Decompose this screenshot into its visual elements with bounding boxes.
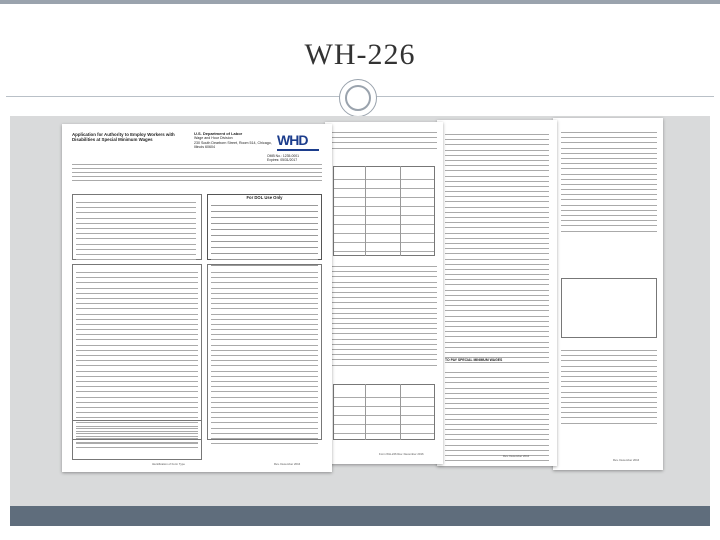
page3-caption: TO PAY SPECIAL MINIMUM WAGES [445,358,503,362]
form-page-4 [553,118,663,470]
slide-title: WH-226 [304,38,416,71]
agency-address: 230 South Dearborn Street, Room 514, Chicago, Illinois 60604 [194,140,272,150]
omb-block [267,154,327,162]
page1-footer-left: Identification of Form Type [152,462,185,466]
piece-rate-table [333,384,435,440]
bottom-bar [10,506,710,526]
page1-footer-right: Rev. December 2016 [274,462,301,466]
omb-number: OMB No.: 1235-0001 [267,154,300,158]
info-box [561,278,657,338]
form-page-1 [62,124,332,472]
agency-division: Wage and Hour Division [194,136,233,141]
circle-ornament-icon [339,79,377,117]
form-heading: Application for Authority to Employ Workers with Disabilities at Special Minimum Wages [72,132,175,142]
omb-expires: Expires: 05/31/2017 [267,158,298,162]
page4-footer: Rev. December 2016 [613,458,640,462]
form-page-2 [325,122,443,464]
dol-use-only-box [207,194,322,260]
page2-footer: Form WH-226 Rev. December 2016 [379,452,424,456]
wage-table [333,166,435,256]
whd-logo-icon [277,130,319,152]
agency-name: U.S. Department of Labor [194,131,243,136]
top-rule [0,0,720,4]
form-page-3 [437,120,557,466]
page3-footer: Rev. December 2016 [503,454,530,458]
dol-use-only-title: For DOL Use Only [246,195,283,200]
whd-logo-text: WHD [277,132,308,148]
agency-block [194,132,274,150]
